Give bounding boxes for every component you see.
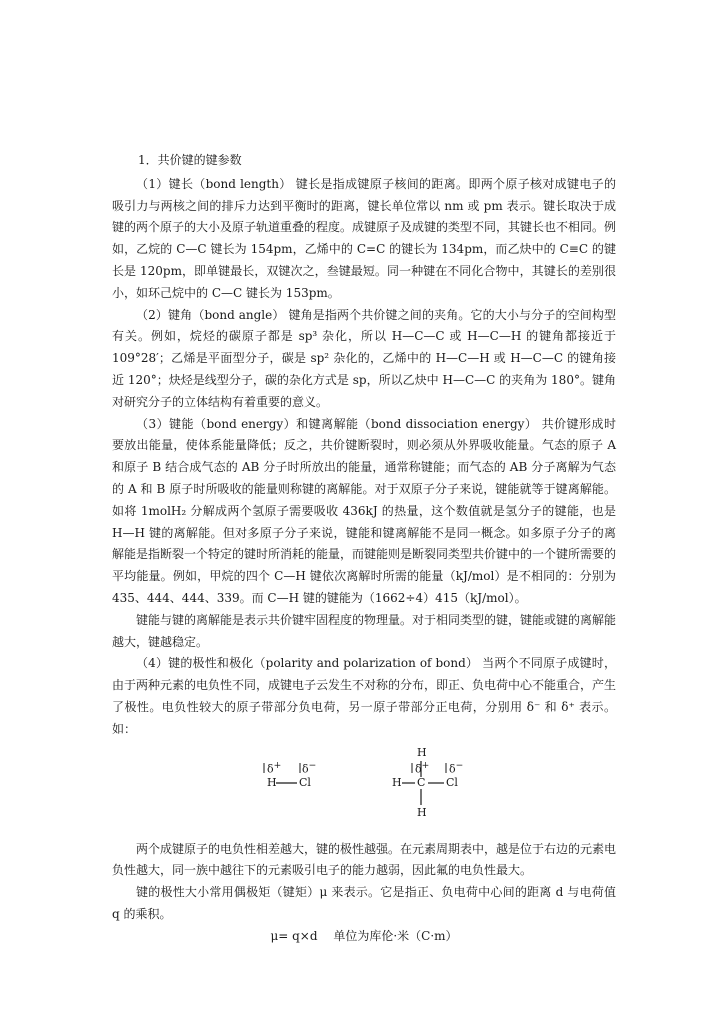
text-body bbox=[112, 150, 616, 948]
ch3cl-carbon: C bbox=[417, 775, 426, 789]
ch3cl-top-h: H bbox=[417, 745, 427, 759]
hcl-plus-sign: + bbox=[273, 759, 282, 771]
hcl-minus-sign: − bbox=[308, 759, 317, 771]
polarity-diagram bbox=[112, 743, 616, 835]
hcl-delta-minus: δ− bbox=[302, 759, 317, 776]
paragraph-bond-angle: （2）键角（bond angle） 键角是指两个共价键之间的夹角。它的大小与分子的空间构型有关。例如，烷烃的碳原子都是 sp³ 杂化，所以 H—C—C 或 H—C—H 的键角都接近于 109°28′；乙烯是平面型分子，碳是 sp² 杂化的，乙烯中的 H—C—H 或 H—C—C 的键角接近 120°；炔烃是线型分子，碳的杂化方式是 sp，所以乙炔中 H—C—C 的夹角为 180°。键角对研究分子的立体结构有着重要的意义。 bbox=[112, 307, 616, 409]
ch3cl-minus-sign: − bbox=[455, 759, 464, 771]
dipole-formula: μ= q×d 单位为库伦·米（C·m） bbox=[270, 928, 458, 943]
paragraph-electronegativity: 两个成键原子的电负性相差越大，键的极性越强。在元素周期表中，越是位于右边的元素电负性越大，同一族中越往下的元素吸引电子的能力越弱，因此氟的电负性最大。 bbox=[112, 841, 617, 878]
paragraph-bond-polarity: （4）键的极性和极化（polarity and polarization of bond） 当两个不同原子成键时，由于两种元素的电负性不同，成键电子云发生不对称的分布，即正、负电荷中心不能重合，产生了极性。电负性较大的原子带部分负电荷，另一原子带部分正电荷，分别用 δ⁻ 和 δ⁺ 表示。如： bbox=[112, 656, 617, 736]
paragraph-bond-length: （1）键长（bond length） 键长是指成键原子核间的距离。即两个原子核对成键电子的吸引力与两核之间的排斥力达到平衡时的距离，键长单位常以 nm 或 pm 表示。键长取决于成键的两个原子的大小及原子轨道重叠的程度。成键原子及成键的类型不同，其键长也不相同。例如，乙烷的 C—C 键长为 154pm，乙烯中的 C=C 的键长为 134pm，而乙炔中的 C≡C 的键长是 120pm，即单键最长，双键次之，叁键最短。同一种键在不同化合物中，其键长的差别很小，如环己烷中的 C—C 键长为 153pm。 bbox=[112, 176, 617, 300]
ch3cl-delta-minus: δ− bbox=[449, 759, 464, 776]
ch3cl-bottom-h: H bbox=[417, 805, 427, 819]
hcl-cl-atom: Cl bbox=[299, 775, 311, 789]
paragraph-bond-energy-note: 键能与键的离解能是表示共价键牢固程度的物理量。对于相同类型的键，键能或键的离解能越大，键越稳定。 bbox=[112, 612, 617, 649]
ch3cl-left-h: H bbox=[392, 775, 402, 789]
paragraph-dipole-moment: 键的极性大小常用偶极矩（键矩）μ 来表示。它是指正、负电荷中心间的距离 d 与电荷值 q 的乘积。 bbox=[112, 885, 616, 921]
ch3cl-cl-atom: Cl bbox=[446, 775, 458, 789]
ch3cl-delta-plus: δ+ bbox=[415, 759, 430, 776]
ch3cl-plus-sign: + bbox=[421, 759, 430, 771]
hcl-h-atom: H bbox=[267, 775, 277, 789]
hcl-delta-plus: δ+ bbox=[267, 759, 282, 776]
polarity-diagram-lines bbox=[112, 743, 616, 835]
section-heading: 1．共价键的键参数 bbox=[138, 153, 242, 167]
paragraph-bond-energy: （3）键能（bond energy）和键离解能（bond dissociation energy） 共价键形成时要放出能量，使体系能量降低；反之，共价键断裂时，则必须从外界吸收能量。气态的原子 A 和原子 B 结合成气态的 AB 分子时所放出的能量，通常称键能；而气态的 AB 分子离解为气态的 A 和 B 原子时所吸收的能量则称键的离解能。对于双原子分子来说，键能就等于键离解能。如将 1molH₂ 分解成两个氢原子需要吸收 436kJ 的热量，这个数值就是氢分子的键能，也是 H—H 键的离解能。但对多原子分子来说，键能和键离解能不是同一概念。如多原子分子的离解能是指断裂一个特定的键时所消耗的能量，而键能则是断裂同类型共价键中的一个键所需要的平均能量。例如，甲烷的四个 C—H 键依次离解时所需的能量（kJ/mol）是不相同的：分别为 435、444、444、339。而 C—H 键的键能为（1662÷4）415（kJ/mol）。 bbox=[112, 416, 617, 605]
